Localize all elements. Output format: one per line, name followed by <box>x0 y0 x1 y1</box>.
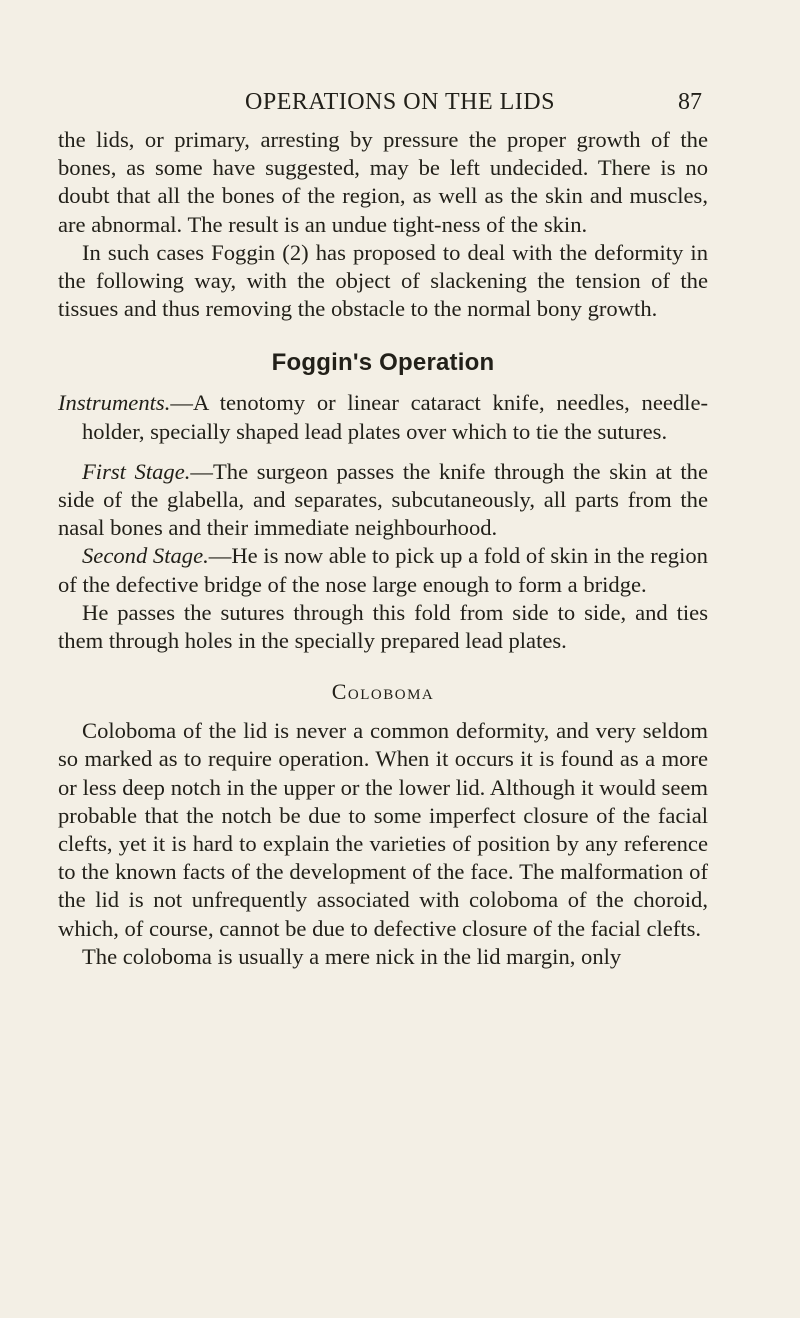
paragraph-1: the lids, or primary, arresting by pressure the proper growth of the bones, as some have suggested, may be left undecided. There is no doubt that all the bones of the region, as well as the skin and muscles, are abnormal. The result is an undue tight-ness of the skin. <box>58 127 708 237</box>
first-stage-label: First Stage. <box>82 458 191 484</box>
instruments-text: —A tenotomy or linear cataract knife, needles, needle-holder, specially shaped lead plates over which to tie the sutures. <box>82 390 708 444</box>
section-heading-foggin: Foggin's Operation <box>271 349 495 377</box>
second-stage-text: —He is now able to pick up a fold of skin in the region of the defective bridge of the nose large enough to form a bridge. <box>58 543 708 597</box>
running-title: OPERATIONS ON THE LIDS <box>245 89 555 115</box>
second-stage-label: Second Stage. <box>82 543 209 569</box>
second-stage-paragraph <box>58 542 708 598</box>
instruments-paragraph <box>58 389 708 445</box>
first-stage-text: —The surgeon passes the knife through the skin at the side of the glabella, and separates, subcutaneously, all parts from the nasal bones and their immediate neighbourhood. <box>58 458 708 541</box>
coloboma-paragraph-2: The coloboma is usually a mere nick in the lid margin, only <box>82 943 622 969</box>
body-text <box>58 126 708 971</box>
instruments-label: Instruments. <box>58 390 171 416</box>
running-head <box>0 86 800 118</box>
first-stage-paragraph <box>58 458 708 543</box>
section-heading-coloboma: Coloboma <box>331 679 435 705</box>
sutures-paragraph: He passes the sutures through this fold from side to side, and ties them through holes in the specially prepared lead plates. <box>58 599 708 654</box>
paragraph-2: In such cases Foggin (2) has proposed to deal with the deformity in the following way, with the object of slackening the tension of the tissues and thus removing the obstacle to the normal bony growth. <box>58 239 708 322</box>
page-number: 87 <box>678 89 702 115</box>
coloboma-paragraph-1: Coloboma of the lid is never a common deformity, and very seldom so marked as to require operation. When it occurs it is found as a more or less deep notch in the upper or the lower lid. Although it would seem probable that the notch be due to some imperfect closure of the facial clefts, yet it is hard to explain the varieties of position by any reference to the known facts of the development of the face. The malformation of the lid is not unfrequently associated with coloboma of the choroid, which, of course, cannot be due to defective closure of the facial clefts. <box>58 718 708 941</box>
